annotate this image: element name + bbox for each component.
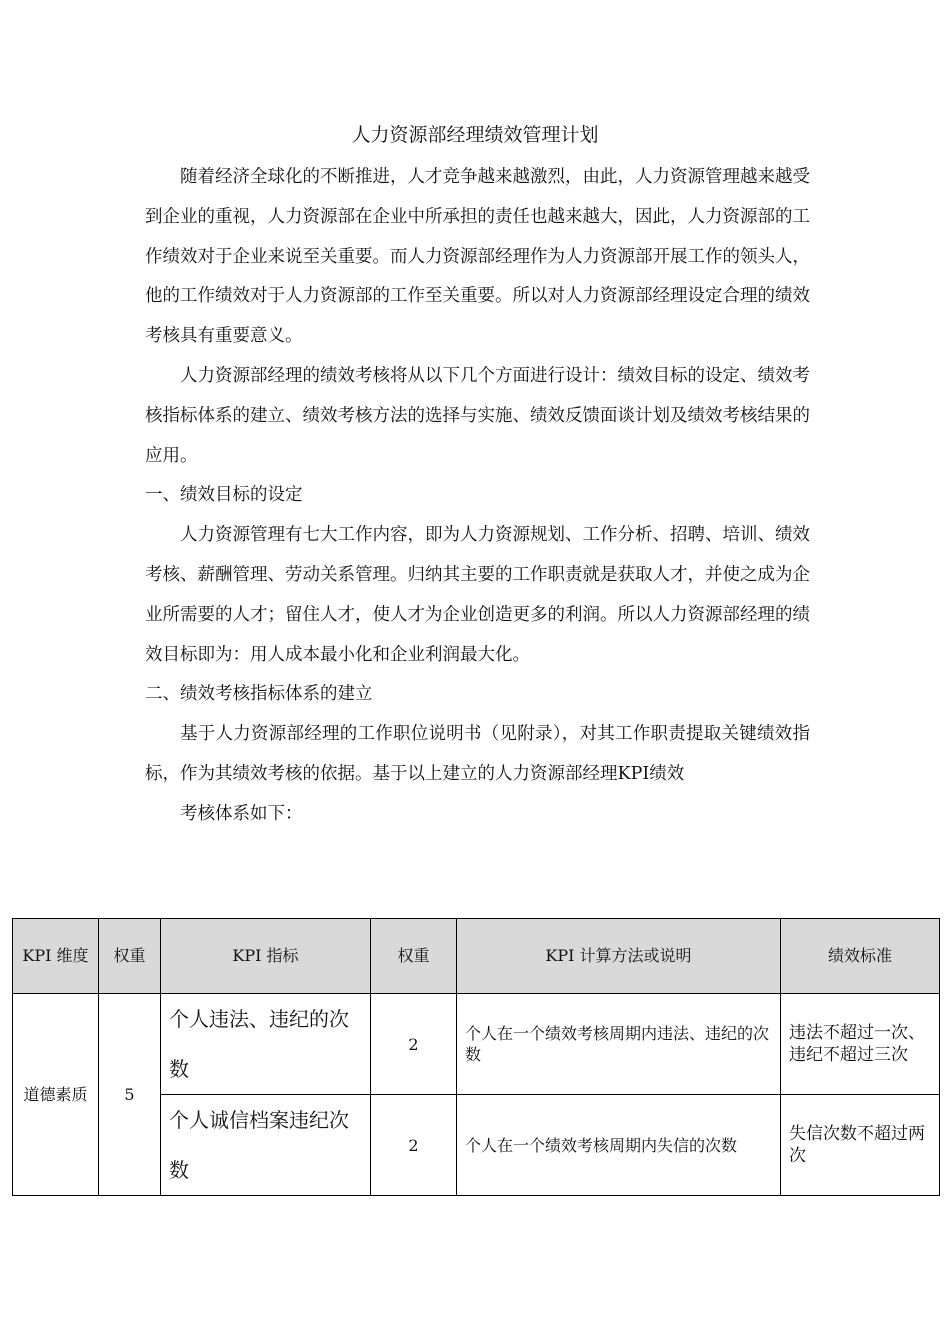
indicator-weight-cell: 2 — [371, 994, 457, 1095]
method-cell: 个人在一个绩效考核周期内失信的次数 — [457, 1095, 781, 1196]
section-heading-2: 二、绩效考核指标体系的建立 — [145, 684, 373, 705]
document-title: 人力资源部经理绩效管理计划 — [351, 124, 599, 146]
section-heading-1: 一、绩效目标的设定 — [145, 485, 303, 506]
dimension-weight-cell: 5 — [99, 994, 161, 1196]
paragraph-design-aspects: 人力资源部经理的绩效考核将从以下几个方面进行设计：绩效目标的设定、绩效考核指标体系的建立、绩效考核方法的选择与实施、绩效反馈面谈计划及绩效考核结果的应用。 — [145, 365, 810, 466]
header-indicator-weight: 权重 — [371, 919, 457, 994]
header-kpi-indicator: KPI 指标 — [161, 919, 371, 994]
table-row — [13, 994, 940, 1095]
kpi-table-header-row — [13, 919, 940, 994]
kpi-table — [12, 918, 940, 1196]
paragraph-goals: 人力资源管理有七大工作内容，即为人力资源规划、工作分析、招聘、培训、绩效考核、薪酬管理、劳动关系管理。归纳其主要的工作职责就是获取人才，并使之成为企业所需要的人才；留住人才，使人才为企业创造更多的利润。所以人力资源部经理的绩效目标即为：用人成本最小化和企业利润最大化。 — [145, 525, 810, 665]
header-weight: 权重 — [99, 919, 161, 994]
document-body — [145, 158, 810, 835]
indicator-cell: 个人违法、违纪的次数 — [161, 994, 371, 1095]
method-cell: 个人在一个绩效考核周期内违法、违纪的次数 — [457, 994, 781, 1095]
header-calculation-method: KPI 计算方法或说明 — [457, 919, 781, 994]
standard-cell: 失信次数不超过两次 — [781, 1095, 940, 1196]
paragraph-kpi-basis: 基于人力资源部经理的工作职位说明书（见附录），对其工作职责提取关键绩效指标，作为其绩效考核的依据。基于以上建立的人力资源部经理KPI绩效 — [145, 724, 810, 784]
header-performance-standard: 绩效标准 — [781, 919, 940, 994]
header-kpi-dimension: KPI 维度 — [13, 919, 99, 994]
paragraph-kpi-lead: 考核体系如下： — [180, 803, 303, 824]
dimension-cell: 道德素质 — [13, 994, 99, 1196]
indicator-cell: 个人诚信档案违纪次数 — [161, 1095, 371, 1196]
indicator-weight-cell: 2 — [371, 1095, 457, 1196]
standard-cell: 违法不超过一次、违纪不超过三次 — [781, 994, 940, 1095]
paragraph-intro: 随着经济全球化的不断推进，人才竞争越来越激烈，由此，人力资源管理越来越受到企业的重视，人力资源部在企业中所承担的责任也越来越大，因此，人力资源部的工作绩效对于企业来说至关重要。而人力资源部经理作为人力资源部开展工作的领头人，他的工作绩效对于人力资源部的工作至关重要。所以对人力资源部经理设定合理的绩效考核具有重要意义。 — [145, 167, 810, 347]
